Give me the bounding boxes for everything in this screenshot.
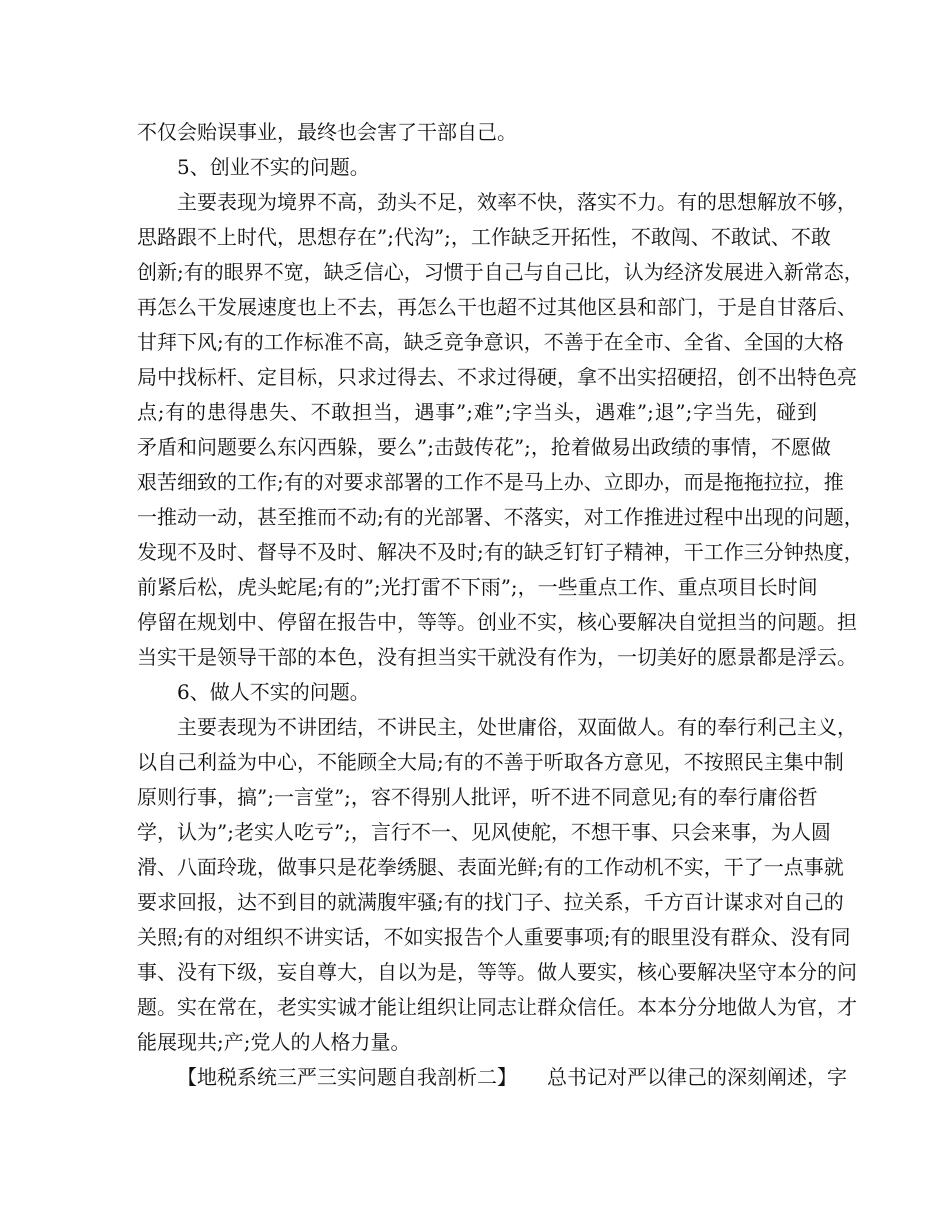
paragraph-line: 再怎么干发展速度也上不去，再怎么干也超不过其他区县和部门，于是自甘落后、 — [137, 295, 857, 319]
section-title-line: 【地税系统三严三实问题自我剖析二】 总书记对严以律己的深刻阐述，字 — [177, 1065, 847, 1089]
paragraph-line: 矛盾和问题要么东闪西躲，要么”;击鼓传花”;，抢着做易出政绩的事情，不愿做 — [137, 435, 831, 459]
paragraph-line: 以自己利益为中心，不能顾全大局;有的不善于听取各方意见，不按照民主集中制 — [137, 750, 844, 774]
paragraph-line: 事、没有下级，妄自尊大，自以为是，等等。做人要实，核心要解决坚守本分的问 — [137, 960, 857, 984]
section-heading-6: 6、做人不实的问题。 — [177, 680, 370, 704]
paragraph-line: 思路跟不上时代，思想存在”;代沟”;，工作缺乏开拓性，不敢闯、不敢试、不敢 — [137, 225, 831, 249]
paragraph-line: 不仅会贻误事业，最终也会害了干部自己。 — [137, 120, 517, 144]
paragraph-line: 甘拜下风;有的工作标准不高，缺乏竞争意识，不善于在全市、全省、全国的大格 — [137, 330, 844, 354]
paragraph-line: 题。实在常在，老实实诚才能让组织让同志让群众信任。本本分分地做人为官，才 — [137, 995, 857, 1019]
paragraph-line: 发现不及时、督导不及时、解决不及时;有的缺乏钉钉子精神，干工作三分钟热度， — [137, 540, 864, 564]
paragraph-line: 主要表现为不讲团结，不讲民主，处世庸俗，双面做人。有的奉行利己主义， — [177, 715, 857, 739]
paragraph-line: 前紧后松，虎头蛇尾;有的”;光打雷不下雨”;，一些重点工作、重点项目长时间 — [137, 575, 818, 599]
paragraph-line: 局中找标杆、定目标，只求过得去、不求过得硬，拿不出实招硬招，创不出特色亮 — [137, 365, 857, 389]
section-heading-5: 5、创业不实的问题。 — [177, 155, 370, 179]
paragraph-line: 创新;有的眼界不宽，缺乏信心，习惯于自己与自己比，认为经济发展进入新常态， — [137, 260, 864, 284]
paragraph-line: 关照;有的对组织不讲实话，不如实报告个人重要事项;有的眼里没有群众、没有同 — [137, 925, 851, 949]
paragraph-line: 主要表现为境界不高，劲头不足，效率不快，落实不力。有的思想解放不够， — [177, 190, 857, 214]
paragraph-line: 要求回报，达不到目的就满腹牢骚;有的找门子、拉关系，千方百计谋求对自己的 — [137, 890, 844, 914]
paragraph-line: 一推动一动，甚至推而不动;有的光部署、不落实，对工作推进过程中出现的问题， — [137, 505, 864, 529]
paragraph-line: 当实干是领导干部的本色，没有担当实干就没有作为，一切美好的愿景都是浮云。 — [137, 645, 857, 669]
paragraph-line: 学，认为”;老实人吃亏”;，言行不一、见风使舵，不想干事、只会来事，为人圆 — [137, 820, 831, 844]
paragraph-line: 原则行事，搞”;一言堂”;，容不得别人批评，听不进不同意见;有的奉行庸俗哲 — [137, 785, 818, 809]
paragraph-line: 滑、八面玲珑，做事只是花拳绣腿、表面光鲜;有的工作动机不实，干了一点事就 — [137, 855, 844, 879]
paragraph-line: 能展现共;产;党人的人格力量。 — [137, 1030, 411, 1054]
paragraph-line: 停留在规划中、停留在报告中，等等。创业不实，核心要解决自觉担当的问题。担 — [137, 610, 857, 634]
paragraph-line: 点;有的患得患失、不敢担当，遇事”;难”;字当头，遇难”;退”;字当先，碰到 — [137, 400, 817, 424]
paragraph-line: 艰苦细致的工作;有的对要求部署的工作不是马上办、立即办，而是拖拖拉拉，推 — [137, 470, 844, 494]
